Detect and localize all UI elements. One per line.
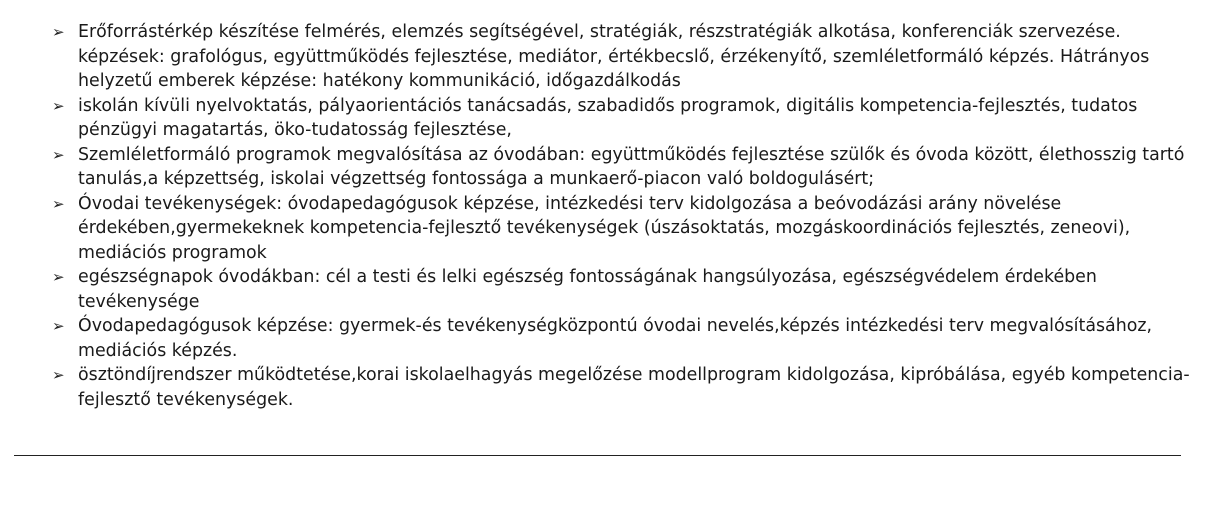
list-item [52, 265, 1192, 314]
list-item [52, 94, 1192, 143]
arrow-bullet-icon: ➢ [52, 23, 65, 41]
list-item [52, 192, 1192, 266]
bullet-list [52, 20, 1192, 412]
list-item [52, 20, 1192, 94]
list-item-text: ösztöndíjrendszer működtetése,korai iskolaelhagyás megelőzése modellprogram kidolgozása, kipróbálása, egyéb kompetencia-fejlesztő tevékenységek. [78, 365, 1190, 410]
arrow-bullet-icon: ➢ [52, 145, 65, 164]
horizontal-divider [14, 455, 1181, 456]
arrow-bullet-icon: ➢ [52, 317, 65, 335]
list-item-text: Óvodai tevékenységek: óvodapedagógusok képzése, intézkedési terv kidolgozása a beóvodázási arány növelése érdekében,gyermekeknek kompetencia-fejlesztő tevékenységek (úszásoktatás, mozgáskoordinációs fejlesztés, zeneovi), mediációs programok [78, 193, 1131, 263]
list-item-text: Szemléletformáló programok megvalósítása az óvodában: együttműködés fejlesztése szülők és óvoda között, élethosszig tartó tanulás,a képzettség, iskolai végzettség fontossága a munkaerő-piacon való boldogulásért; [78, 144, 1185, 189]
document-body [52, 20, 1192, 412]
list-item-text: Erőforrástérkép készítése felmérés, elemzés segítségével, stratégiák, részstratégiák alkotása, konferenciák szervezése. képzések: grafológus, együttműködés fejlesztése, mediátor, értékbecslő, érzékenyítő, szemléletformáló képzés. Hátrányos helyzetű emberek képzése: hatékony kommunikáció, időgazdálkodás [78, 22, 1150, 91]
arrow-bullet-icon: ➢ [52, 96, 65, 115]
arrow-bullet-icon: ➢ [52, 194, 65, 213]
list-item-text: iskolán kívüli nyelvoktatás, pályaorientációs tanácsadás, szabadidős programok, digitális kompetencia-fejlesztés, tudatos pénzügyi magatartás, öko-tudatosság fejlesztése, [78, 95, 1138, 140]
arrow-bullet-icon: ➢ [52, 366, 65, 384]
list-item [52, 143, 1192, 192]
list-item [52, 363, 1192, 412]
list-item-text: egészségnapok óvodákban: cél a testi és lelki egészség fontosságának hangsúlyozása, egészségvédelem érdekében tevékenysége [78, 267, 1097, 312]
list-item-text: Óvodapedagógusok képzése: gyermek-és tevékenységközpontú óvodai nevelés,képzés intézkedési terv megvalósításához, mediációs képzés. [78, 316, 1153, 361]
list-item [52, 314, 1192, 363]
arrow-bullet-icon: ➢ [52, 268, 65, 286]
